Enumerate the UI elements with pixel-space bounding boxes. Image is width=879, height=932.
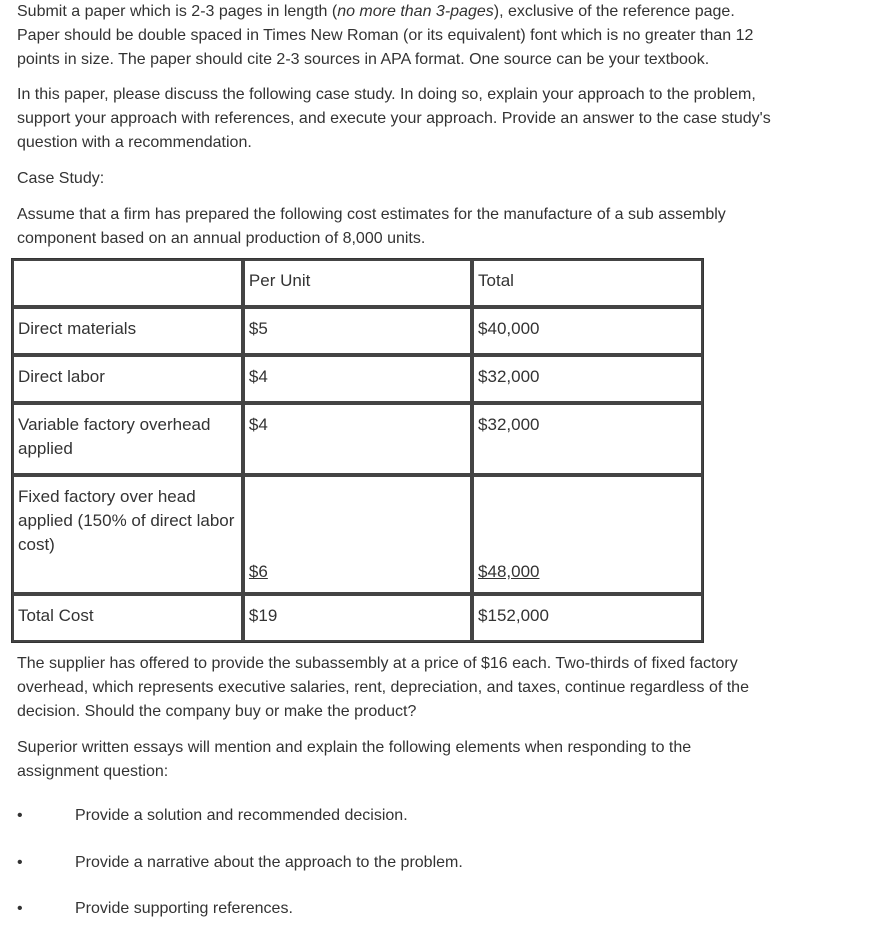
cost-estimate-table — [11, 258, 704, 643]
supplier-paragraph: The supplier has offered to provide the subassembly at a price of $16 each. Two-thirds of fixed factory overhead, which represents executive salaries, rent, depreciation, and taxes, continue regardless of the decision. Should the company buy or make the product? — [17, 655, 749, 720]
total-label: Total Cost — [12, 594, 243, 642]
fixed-total-wrap — [478, 485, 697, 588]
table-row — [12, 307, 703, 355]
row-per-unit — [243, 475, 472, 594]
bullet-icon: • — [17, 807, 23, 824]
row-total — [472, 475, 703, 594]
table-row — [12, 355, 703, 403]
instructions-text-start: Submit a paper which is 2-3 pages in length ( — [17, 3, 338, 20]
header-per-unit: Per Unit — [243, 259, 472, 307]
row-label — [12, 475, 243, 594]
row-total: $32,000 — [472, 355, 703, 403]
bullet-icon: • — [17, 854, 23, 871]
row-per-unit: $4 — [243, 403, 472, 475]
row-label: Direct labor — [12, 355, 243, 403]
table-total-row — [12, 594, 703, 642]
fixed-overhead-label: Fixed factory over head applied (150% of direct labor cost) — [18, 487, 235, 554]
row-total: $40,000 — [472, 307, 703, 355]
row-per-unit: $4 — [243, 355, 472, 403]
case-intro-paragraph: Assume that a firm has prepared the following cost estimates for the manufacture of a sub assembly component based on an annual production of 8,000 units. — [17, 206, 726, 247]
list-item-text: Provide supporting references. — [75, 900, 293, 917]
fixed-label-wrap — [18, 485, 237, 588]
row-total: $32,000 — [472, 403, 703, 475]
instructions-paragraph — [17, 0, 777, 72]
row-label: Variable factory overhead applied — [12, 403, 243, 475]
row-label: Direct materials — [12, 307, 243, 355]
header-total: Total — [472, 259, 703, 307]
superior-essays-paragraph: Superior written essays will mention and explain the following elements when responding to the assignment question: — [17, 739, 692, 780]
fixed-per-unit-wrap — [249, 485, 466, 588]
bullet-icon: • — [17, 900, 23, 917]
header-empty-cell — [12, 259, 243, 307]
list-item-text: Provide a solution and recommended decision. — [75, 807, 408, 824]
list-item-text: Provide a narrative about the approach to the problem. — [75, 854, 463, 871]
total-per-unit: $19 — [243, 594, 472, 642]
total-amount: $152,000 — [472, 594, 703, 642]
row-per-unit: $5 — [243, 307, 472, 355]
table-row — [12, 403, 703, 475]
instructions-text-end: ), exclusive of the reference page. Paper should be double spaced in Times New Roman (or its equivalent) font which is no greater than 12 points in size. The paper should cite 2-3 sources in APA format. One source can be your textbook. — [17, 3, 754, 68]
table-row — [12, 475, 703, 594]
case-study-label: Case Study: — [17, 170, 105, 187]
fixed-overhead-total: $48,000 — [478, 562, 540, 581]
discussion-paragraph: In this paper, please discuss the following case study. In doing so, explain your approach to the problem, support your approach with references, and execute your approach. Provide an answer to the case study's question with a recommendation. — [17, 86, 771, 151]
page-limit-emphasis: no more than 3-pages — [337, 3, 494, 20]
fixed-overhead-per-unit: $6 — [248, 562, 268, 581]
table-header-row — [12, 259, 703, 307]
